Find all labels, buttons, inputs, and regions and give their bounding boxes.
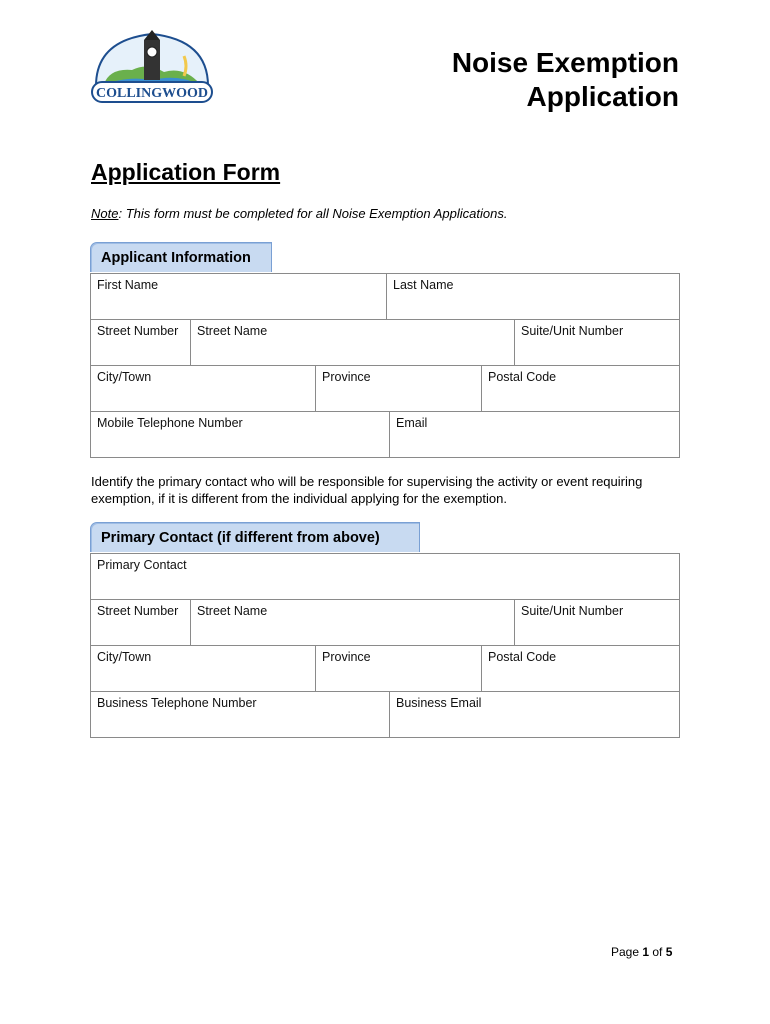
last-name-field[interactable]: Last Name xyxy=(386,274,679,319)
primary-contact-field[interactable]: Primary Contact xyxy=(97,558,187,572)
form-row xyxy=(91,691,679,737)
business-phone-field[interactable]: Business Telephone Number xyxy=(97,696,257,710)
postal-code-field[interactable]: Postal Code xyxy=(481,366,679,411)
applicant-form-grid xyxy=(90,273,680,458)
page-number xyxy=(611,945,672,959)
total-pages: 5 xyxy=(665,945,673,959)
note-label: Note xyxy=(91,206,119,221)
first-name-field[interactable]: First Name xyxy=(97,278,159,292)
collingwood-logo xyxy=(88,26,216,106)
city-town-field[interactable]: City/Town xyxy=(97,370,152,384)
contact-street-number-field[interactable]: Street Number xyxy=(97,604,179,618)
mobile-phone-field[interactable]: Mobile Telephone Number xyxy=(97,416,243,430)
document-title xyxy=(452,46,679,114)
form-row xyxy=(91,319,679,365)
contact-city-town-field[interactable]: City/Town xyxy=(97,650,152,664)
title-line-1: Noise Exemption xyxy=(451,47,679,78)
page-label: Page xyxy=(611,945,643,959)
contact-postal-code-field[interactable]: Postal Code xyxy=(481,646,679,691)
province-field[interactable]: Province xyxy=(315,366,481,411)
page-of: of xyxy=(649,945,666,959)
primary-contact-instruction: Identify the primary contact who will be responsible for supervising the activity or event requiring exemption, if it is different from the individual applying for the exemption. xyxy=(91,474,643,506)
applicant-section-title: Applicant Information xyxy=(90,242,272,272)
title-line-2: Application xyxy=(526,81,679,112)
form-row xyxy=(91,645,679,691)
form-row xyxy=(91,554,679,599)
street-name-field[interactable]: Street Name xyxy=(190,320,514,365)
form-row xyxy=(91,274,679,319)
email-field[interactable]: Email xyxy=(389,412,679,457)
suite-unit-field[interactable]: Suite/Unit Number xyxy=(514,320,679,365)
street-number-field[interactable]: Street Number xyxy=(97,324,179,338)
primary-contact-form-grid xyxy=(90,553,680,738)
business-email-field[interactable]: Business Email xyxy=(389,692,679,737)
contact-suite-unit-field[interactable]: Suite/Unit Number xyxy=(514,600,679,645)
form-heading: Application Form xyxy=(91,159,281,185)
current-page: 1 xyxy=(642,945,650,959)
form-row xyxy=(91,365,679,411)
note-text: : This form must be completed for all Noise Exemption Applications. xyxy=(118,206,508,221)
form-note xyxy=(91,206,507,221)
primary-contact-section-title: Primary Contact (if different from above) xyxy=(90,522,420,552)
contact-street-name-field[interactable]: Street Name xyxy=(190,600,514,645)
svg-text:COLLINGWOOD: COLLINGWOOD xyxy=(95,86,209,101)
form-row xyxy=(91,599,679,645)
contact-province-field[interactable]: Province xyxy=(315,646,481,691)
form-row xyxy=(91,411,679,457)
